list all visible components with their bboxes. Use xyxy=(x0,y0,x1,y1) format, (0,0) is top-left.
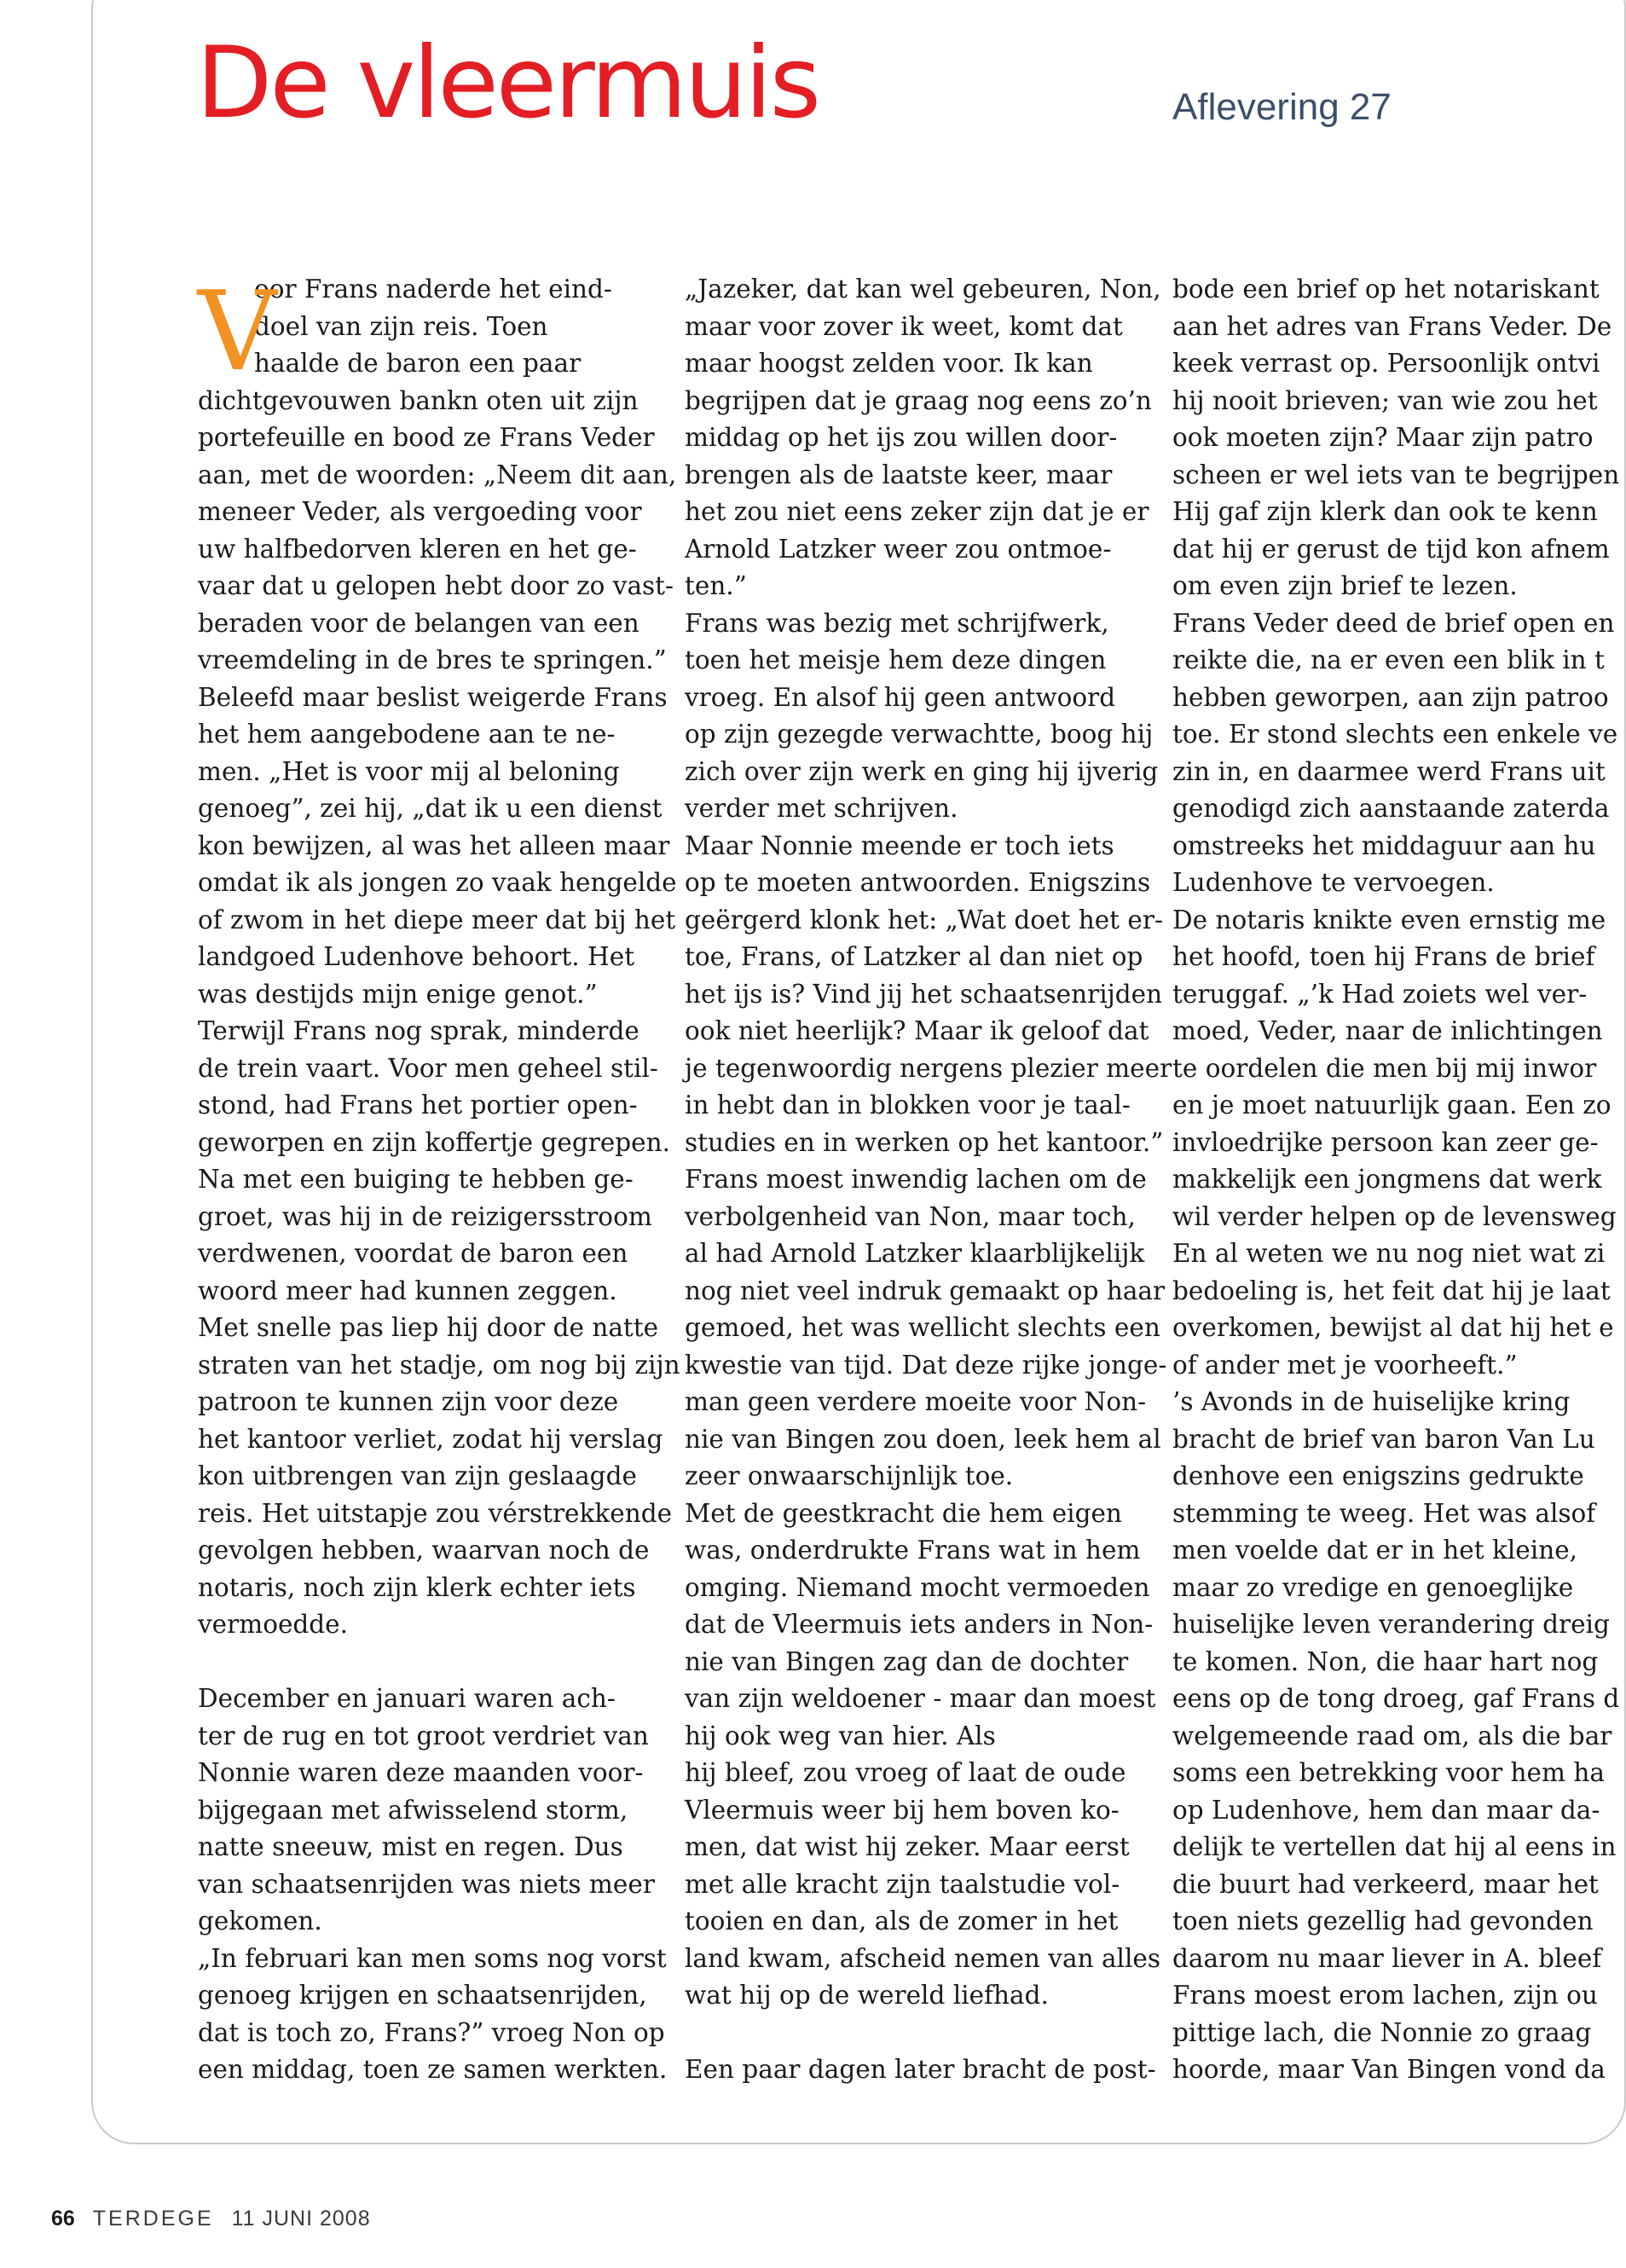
text-line: huiselijke leven verandering dreig xyxy=(1172,1610,1610,1639)
text-line: op te moeten antwoorden. Enigszins xyxy=(685,868,1151,897)
text-line: middag op het ijs zou willen door- xyxy=(685,423,1118,452)
text-line: van zijn weldoener - maar dan moest xyxy=(685,1684,1156,1713)
text-line: teruggaf. „’k Had zoiets wel ver- xyxy=(1172,979,1588,1009)
text-line: patroon te kunnen zijn voor deze xyxy=(198,1387,619,1416)
text-line: daarom nu maar liever in A. bleef xyxy=(1172,1943,1602,1973)
text-line xyxy=(685,2015,1162,2052)
text-line: dat is toch zo, Frans?” vroeg Non op xyxy=(198,2017,665,2047)
text-line: op zijn gezegde verwachtte, boog hij xyxy=(685,720,1154,749)
text-line: landgoed Ludenhove behoort. Het xyxy=(198,942,635,971)
text-line: vreemdeling in de bres te springen.” xyxy=(198,645,667,674)
text-line: Beleefd maar beslist weigerde Frans xyxy=(198,682,668,712)
text-line: kon uitbrengen van zijn geslaagde xyxy=(198,1461,637,1490)
text-line: maar hoogst zelden voor. Ik kan xyxy=(685,349,1093,378)
text-line: gevolgen hebben, waarvan noch de xyxy=(198,1536,650,1565)
text-line: verdwenen, voordat de baron een xyxy=(198,1239,628,1268)
text-line: bracht de brief van baron Van Lu xyxy=(1172,1424,1595,1454)
text-line: het ijs is? Vind jij het schaatsenrijden xyxy=(685,979,1163,1009)
text-line: omstreeks het middaguur aan hu xyxy=(1172,830,1596,860)
text-line: stond, had Frans het portier open- xyxy=(198,1091,638,1120)
text-line: om even zijn brief te lezen. xyxy=(1172,571,1518,600)
text-line: te komen. Non, die haar hart nog xyxy=(1172,1646,1599,1676)
text-line: het hem aangebodene aan te ne- xyxy=(198,720,616,749)
text-line: kwestie van tijd. Dat deze rijke jonge- xyxy=(685,1350,1167,1380)
text-line: zeer onwaarschijnlijk toe. xyxy=(685,1461,1014,1490)
text-line: overkomen, bewijst al dat hij het e xyxy=(1172,1313,1614,1342)
text-line: in hebt dan in blokken voor je taal- xyxy=(685,1091,1131,1120)
text-line: oor Frans naderde het eind- xyxy=(254,275,612,304)
text-line: brengen als de laatste keer, maar xyxy=(685,460,1113,489)
text-line: reis. Het uitstapje zou vérstrekkende xyxy=(198,1498,673,1528)
text-line: moed, Veder, naar de inlichtingen xyxy=(1172,1016,1603,1045)
text-line: geworpen en zijn koffertje gegrepen. xyxy=(198,1127,671,1157)
text-line: uw halfbedorven kleren en het ge- xyxy=(198,534,637,564)
text-line: wat hij op de wereld liefhad. xyxy=(685,1981,1049,2010)
text-line: eens op de tong droeg, gaf Frans d xyxy=(1172,1684,1620,1713)
text-line: zich over zijn werk en ging hij ijverig xyxy=(685,756,1159,786)
text-line: bode een brief op het notariskant xyxy=(1172,275,1600,304)
text-line: aan het adres van Frans Veder. De xyxy=(1172,311,1612,341)
text-line: genoeg”, zei hij, „dat ik u een dienst xyxy=(198,794,663,823)
text-line: toen het meisje hem deze dingen xyxy=(685,645,1107,674)
text-line: pittige lach, die Nonnie zo graag xyxy=(1172,2017,1592,2047)
text-line: beraden voor de belangen van een xyxy=(198,608,639,638)
text-line: portefeuille en bood ze Frans Veder xyxy=(198,423,655,452)
text-line: Frans moest erom lachen, zijn ou xyxy=(1172,1981,1598,2010)
text-line: die buurt had verkeerd, maar het xyxy=(1172,1869,1599,1899)
text-line: was destijds mijn enige genot.” xyxy=(198,979,598,1009)
text-line: denhove een enigszins gedrukte xyxy=(1172,1461,1584,1490)
text-line: met alle kracht zijn taalstudie vol- xyxy=(685,1869,1120,1899)
text-line: begrijpen dat je graag nog eens zo’n xyxy=(685,385,1152,415)
text-line: maar zo vredige en genoeglijke xyxy=(1172,1572,1574,1602)
text-line: nie van Bingen zag dan de dochter xyxy=(685,1646,1129,1676)
text-line: maar voor zover ik weet, komt dat xyxy=(685,311,1123,341)
text-line: hebben geworpen, aan zijn patroo xyxy=(1172,682,1609,712)
text-line: een middag, toen ze samen werkten. xyxy=(198,2055,668,2084)
text-line: hij nooit brieven; van wie zou het xyxy=(1172,385,1598,415)
text-line: genoeg krijgen en schaatsenrijden, xyxy=(198,1981,647,2010)
text-line: natte sneeuw, mist en regen. Dus xyxy=(198,1832,623,1861)
text-line: hoorde, maar Van Bingen vond da xyxy=(1172,2055,1606,2084)
text-line: Maar Nonnie meende er toch iets xyxy=(685,830,1114,860)
text-line: het hoofd, toen hij Frans de brief xyxy=(1172,942,1595,971)
text-line: ’s Avonds in de huiselijke kring xyxy=(1172,1387,1571,1416)
text-line: Frans was bezig met schrijfwerk, xyxy=(685,608,1109,638)
text-line: en je moet natuurlijk gaan. Een zo xyxy=(1172,1091,1612,1120)
text-line: toen niets gezellig had gevonden xyxy=(1172,1906,1594,1935)
text-line: men. „Het is voor mij al beloning xyxy=(198,756,620,786)
text-line xyxy=(198,1644,658,1681)
text-line: het kantoor verliet, zodat hij verslag xyxy=(198,1424,663,1454)
text-line: welgemeende raad om, als die bar xyxy=(1172,1721,1612,1750)
text-line: Frans moest inwendig lachen om de xyxy=(685,1165,1147,1194)
text-column-2 xyxy=(685,271,1172,2089)
text-line: omging. Niemand mocht vermoeden xyxy=(685,1572,1150,1602)
text-line: Ludenhove te vervoegen. xyxy=(1172,868,1495,897)
text-line: December en januari waren ach- xyxy=(198,1684,616,1713)
text-line: Frans Veder deed de brief open en xyxy=(1172,608,1615,638)
text-line: dichtgevouwen bankn oten uit zijn xyxy=(198,385,639,415)
text-line: scheen er wel iets van te begrijpen xyxy=(1172,460,1620,489)
text-line: verder met schrijven. xyxy=(685,794,958,823)
text-line: toe, Frans, of Latzker al dan niet op xyxy=(685,942,1143,971)
text-line: „Jazeker, dat kan wel gebeuren, Non, xyxy=(685,275,1161,304)
text-line: soms een betrekking voor hem ha xyxy=(1172,1758,1605,1787)
text-line: meneer Veder, als vergoeding voor xyxy=(198,497,642,526)
text-line: groet, was hij in de reizigersstroom xyxy=(198,1201,652,1231)
text-line: bijgegaan met afwisselend storm, xyxy=(198,1795,628,1825)
text-line: nie van Bingen zou doen, leek hem al xyxy=(685,1424,1161,1454)
article-title: De vleermuis xyxy=(196,26,819,141)
text-line: doel van zijn reis. Toen xyxy=(254,311,548,341)
text-line: omdat ik als jongen zo vaak hengelde xyxy=(198,868,677,897)
text-line: het zou niet eens zeker zijn dat je er xyxy=(685,497,1149,526)
text-line: verbolgenheid van Non, maar toch, xyxy=(685,1201,1136,1231)
text-line: ten.” xyxy=(685,571,747,600)
text-line: straten van het stadje, om nog bij zijn xyxy=(198,1350,680,1380)
page-number: 66 xyxy=(51,2207,75,2230)
text-line: toe. Er stond slechts een enkele ve xyxy=(1172,720,1618,749)
text-line: stemming te weeg. Het was alsof xyxy=(1172,1498,1596,1528)
text-line: dat de Vleermuis iets anders in Non- xyxy=(685,1610,1154,1639)
text-line: aan, met de woorden: „Neem dit aan, xyxy=(198,460,677,489)
text-line: De notaris knikte even ernstig me xyxy=(1172,905,1606,934)
text-line: of zwom in het diepe meer dat bij het xyxy=(198,905,676,934)
text-line: woord meer had kunnen zeggen. xyxy=(198,1276,617,1305)
text-line: notaris, noch zijn klerk echter iets xyxy=(198,1572,636,1602)
text-line: „In februari kan men soms nog vorst xyxy=(198,1943,667,1973)
text-line: kon bewijzen, al was het alleen maar xyxy=(198,830,670,860)
text-line: makkelijk een jongmens dat werk xyxy=(1172,1165,1602,1194)
text-line: tooien en dan, als de zomer in het xyxy=(685,1906,1119,1935)
text-line: te oordelen die men bij mij inwor xyxy=(1172,1053,1597,1083)
text-line: Vleermuis weer bij hem boven ko- xyxy=(685,1795,1120,1825)
text-line: hij ook weg van hier. Als xyxy=(685,1721,996,1750)
text-line: vaar dat u gelopen hebt door zo vast- xyxy=(198,571,674,600)
text-line: delijk te vertellen dat hij al eens in xyxy=(1172,1832,1617,1861)
text-line: Terwijl Frans nog sprak, minderde xyxy=(198,1016,639,1045)
text-line: Nonnie waren deze maanden voor- xyxy=(198,1758,644,1787)
text-line: was, onderdrukte Frans wat in hem xyxy=(685,1536,1141,1565)
text-line: of ander met je voorheeft.” xyxy=(1172,1350,1518,1380)
text-line: geërgerd klonk het: „Wat doet het er- xyxy=(685,905,1163,934)
text-line: invloedrijke persoon kan zeer ge- xyxy=(1172,1127,1599,1157)
episode-label: Aflevering 27 xyxy=(1172,86,1392,128)
text-line: Een paar dagen later bracht de post- xyxy=(685,2055,1156,2084)
text-line: van schaatsenrijden was niets meer xyxy=(198,1869,655,1899)
text-line: wil verder helpen op de levensweg xyxy=(1172,1201,1617,1231)
text-line: dat hij er gerust de tijd kon afnem xyxy=(1172,534,1610,564)
text-line: je tegenwoordig nergens plezier meer xyxy=(685,1053,1172,1083)
text-line: ook moeten zijn? Maar zijn patro xyxy=(1172,423,1594,452)
text-line: En al weten we nu nog niet wat zi xyxy=(1172,1239,1606,1268)
text-line: ook niet heerlijk? Maar ik geloof dat xyxy=(685,1016,1149,1045)
text-line: bedoeling is, het feit dat hij je laat xyxy=(1172,1276,1611,1305)
text-line: Hij gaf zijn klerk dan ook te kenn xyxy=(1172,497,1598,526)
text-line: hij bleef, zou vroeg of laat de oude xyxy=(685,1758,1126,1787)
text-line: vroeg. En alsof hij geen antwoord xyxy=(685,682,1116,712)
text-line: zin in, en daarmee werd Frans uit xyxy=(1172,756,1606,786)
text-column-1 xyxy=(198,269,680,2089)
text-line: Na met een buiging te hebben ge- xyxy=(198,1165,634,1194)
text-line: keek verrast op. Persoonlijk ontvi xyxy=(1172,349,1600,378)
text-line: men voelde dat er in het kleine, xyxy=(1172,1536,1578,1565)
text-line: man geen verdere moeite voor Non- xyxy=(685,1387,1147,1416)
text-line: Met de geestkracht die hem eigen xyxy=(685,1498,1122,1528)
text-line: gekomen. xyxy=(198,1906,322,1935)
page-footer xyxy=(51,2208,371,2230)
text-column-3 xyxy=(1172,271,1620,2089)
text-line: genodigd zich aanstaande zaterda xyxy=(1172,794,1610,823)
text-line: vermoedde. xyxy=(198,1610,349,1639)
text-line: ter de rug en tot groot verdriet van xyxy=(198,1721,649,1750)
text-line: reikte die, na er even een blik in t xyxy=(1172,645,1605,674)
text-line: haalde de baron een paar xyxy=(254,349,582,378)
text-line: Arnold Latzker weer zou ontmoe- xyxy=(685,534,1112,564)
text-line: men, dat wist hij zeker. Maar eerst xyxy=(685,1832,1130,1861)
text-line: gemoed, het was wellicht slechts een xyxy=(685,1313,1160,1342)
text-line: nog niet veel indruk gemaakt op haar xyxy=(685,1276,1166,1305)
drop-cap: V xyxy=(198,269,277,396)
issue-date: 11 JUNI 2008 xyxy=(231,2207,371,2230)
text-line: studies en in werken op het kantoor.” xyxy=(685,1127,1164,1157)
text-line: al had Arnold Latzker klaarblijkelijk xyxy=(685,1239,1145,1268)
text-line: de trein vaart. Voor men geheel stil- xyxy=(198,1053,658,1083)
magazine-name: TERDEGE xyxy=(92,2207,214,2230)
text-line: land kwam, afscheid nemen van alles xyxy=(685,1943,1160,1973)
text-line: op Ludenhove, hem dan maar da- xyxy=(1172,1795,1600,1825)
text-line: Met snelle pas liep hij door de natte xyxy=(198,1313,659,1342)
